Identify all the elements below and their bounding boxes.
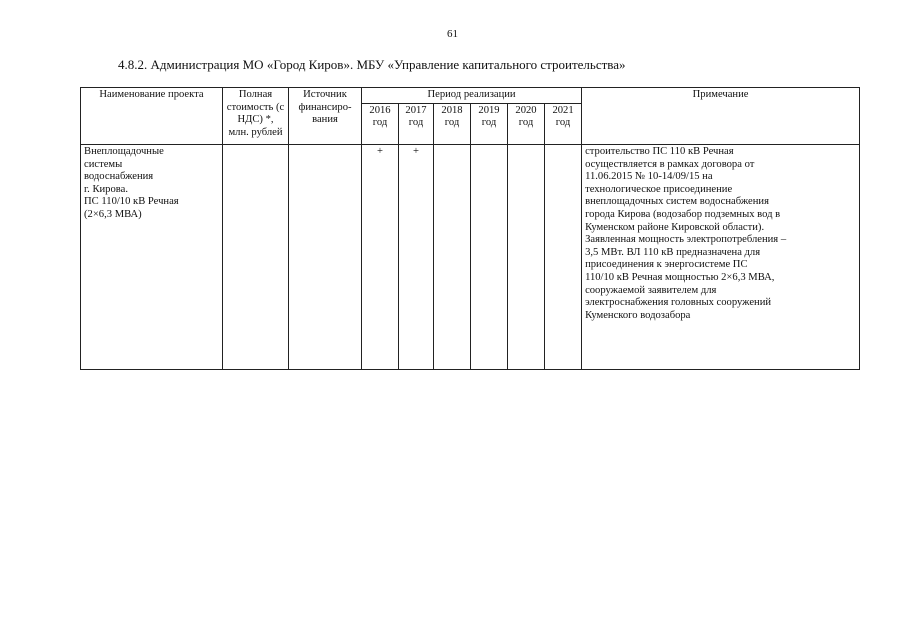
header-name: Наименование проекта xyxy=(81,88,223,145)
projects-table xyxy=(80,87,860,370)
mark-2021 xyxy=(545,145,582,370)
section-title: 4.8.2. Администрация МО «Город Киров». МБУ «Управление капитального строительства» xyxy=(118,57,626,72)
project-name: Внеплощадочные системы водоснабжения г. Кирова. ПС 110/10 кВ Речная (2×6,3 МВА) xyxy=(81,145,223,370)
year-2021: 2021 год xyxy=(545,103,582,144)
table-row xyxy=(81,145,860,370)
mark-2018 xyxy=(434,145,471,370)
year-2018: 2018 год xyxy=(434,103,471,144)
header-cost: Полная стоимость (с НДС) *, млн. рублей xyxy=(223,88,289,145)
project-cost xyxy=(223,145,289,370)
year-2016: 2016 год xyxy=(362,103,399,144)
year-2017: 2017 год xyxy=(399,103,434,144)
header-row-1 xyxy=(81,88,860,104)
header-source: Источник финансиро-вания xyxy=(289,88,362,145)
mark-2016: + xyxy=(362,145,399,370)
mark-2017: + xyxy=(399,145,434,370)
page-number: 61 xyxy=(447,28,458,40)
mark-2019 xyxy=(471,145,508,370)
project-note: строительство ПС 110 кВ Речная осуществляется в рамках договора от 11.06.2015 № 10-14/09/15 на технологическое присоединение внеплощадочных систем водоснабжения города Кирова (водозабор подземных вод в Куменском районе Кировской области). Заявленная мощность электропотребления – 3,5 МВт. ВЛ 110 кВ предназначена для присоединения к энергосистеме ПС 110/10 кВ Речная мощностью 2×6,3 МВА, сооружаемой заявителем для электроснабжения головных сооружений Куменского водозабора xyxy=(582,145,860,370)
project-source xyxy=(289,145,362,370)
year-2019: 2019 год xyxy=(471,103,508,144)
header-period: Период реализации xyxy=(362,88,582,104)
mark-2020 xyxy=(508,145,545,370)
header-note: Примечание xyxy=(582,88,860,145)
year-2020: 2020 год xyxy=(508,103,545,144)
